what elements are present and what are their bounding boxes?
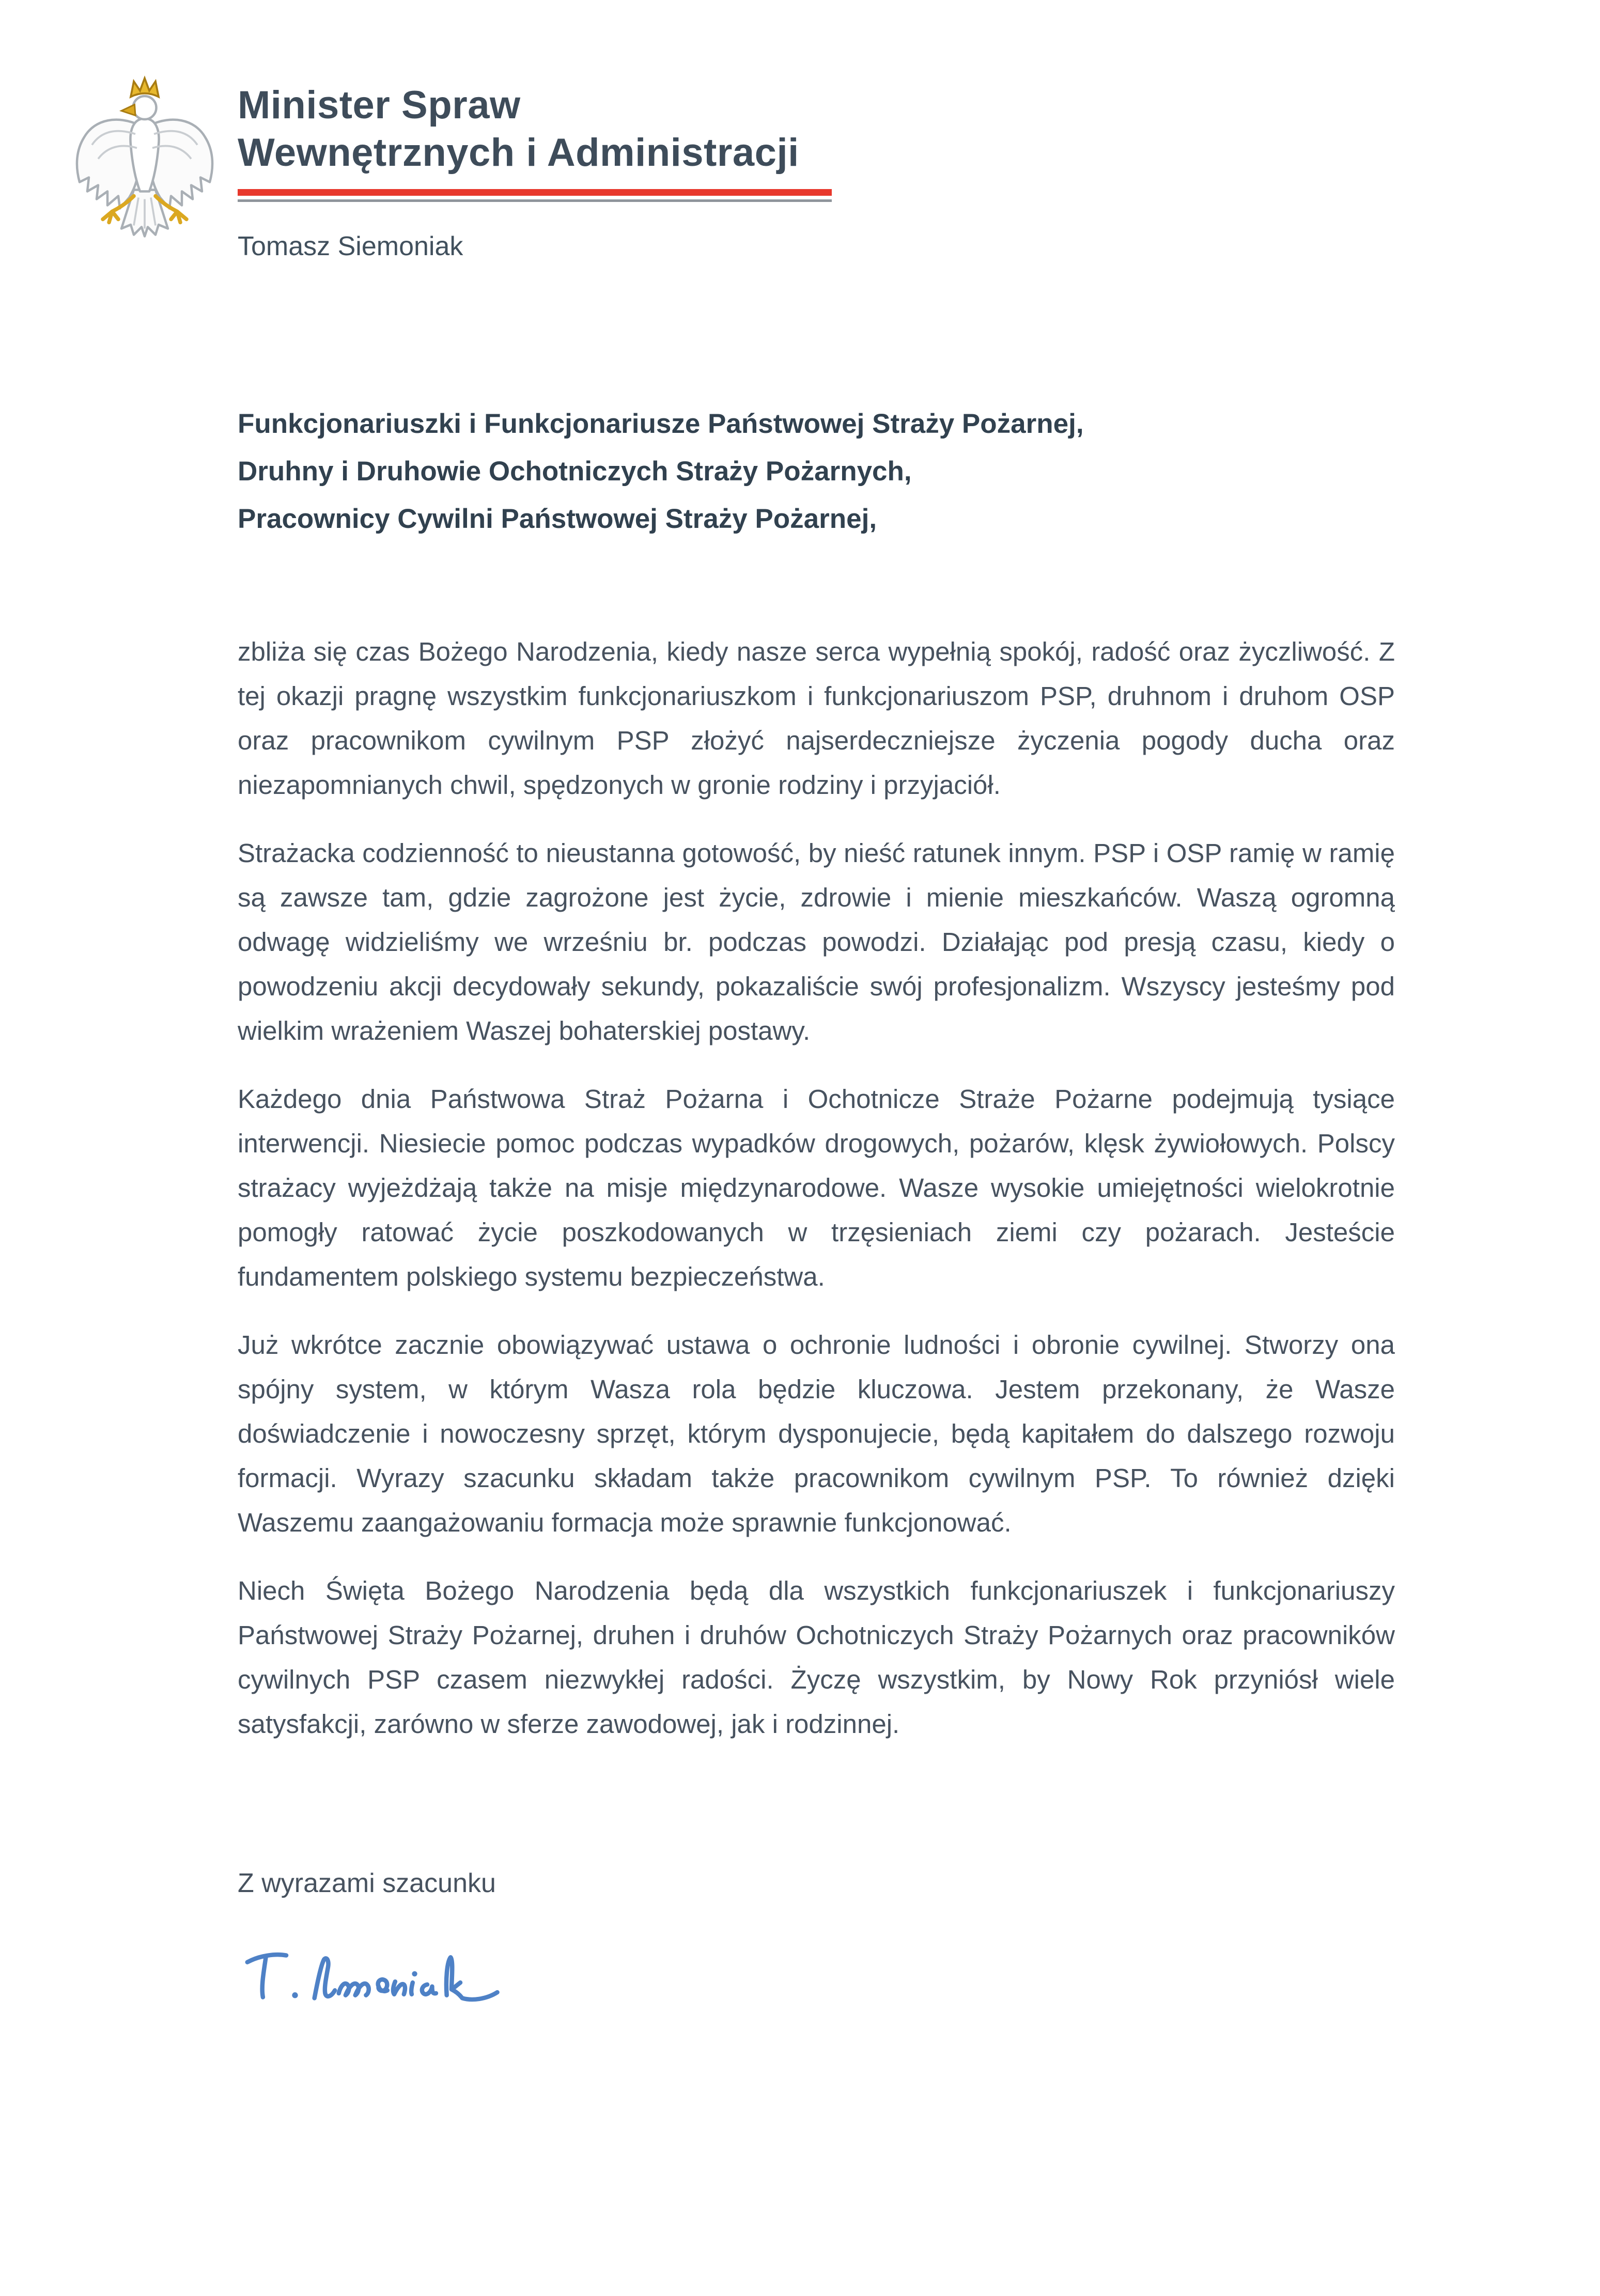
letter-paragraph: Każdego dnia Państwowa Straż Pożarna i Ochotnicze Straże Pożarne podejmują tysiące interwencji. Niesiecie pomoc podczas wypadków drogowych, pożarów, klęsk żywiołowych. Polscy strażacy wyjeżdżają także na misje międzynarodowe. Wasze wysokie umiejętności wielokrotnie pomogły ratować życie poszkodowanych w trzęsieniach ziemi czy pożarach. Jesteście fundamentem polskiego systemu bezpieczeństwa. [238,1084,1395,1291]
letter-paragraph: Strażacka codzienność to nieustanna gotowość, by nieść ratunek innym. PSP i OSP ramię w ramię są zawsze tam, gdzie zagrożone jest życie, zdrowie i mienie mieszkańców. Waszą ogromną odwagę widzieliśmy we wrześniu br. podczas powodzi. Działając pod presją czasu, kiedy o powodzeniu akcji decydowały sekundy, pokazaliście swój profesjonalizm. Wszyscy jesteśmy pod wielkim wrażeniem Waszej bohaterskiej postawy. [238,838,1395,1045]
minister-name: Tomasz Siemoniak [238,231,463,261]
letter-content [238,400,1395,2020]
paragraphs [238,630,1395,1746]
letterhead-rule [238,189,832,202]
signature-handwriting [232,1935,589,2018]
salutation-line: Druhny i Druhowie Ochotniczych Straży Pożarnych, [238,456,912,487]
salutation [238,400,1395,543]
letterhead [67,72,1395,262]
letter-paragraph: Już wkrótce zacznie obowiązywać ustawa o ochronie ludności i obronie cywilnej. Stworzy ona spójny system, w którym Wasza rola będzie kluczowa. Jestem przekonany, że Wasze doświadczenie i nowoczesny sprzęt, którym dysponujecie, będą kapitałem do dalszego rozwoju formacji. Wyrazy szacunku składam także pracownikom cywilnym PSP. To również dzięki Waszemu zaangażowaniu formacja może sprawnie funkcjonować. [238,1330,1395,1537]
ministry-title [238,82,832,177]
letter-paragraph: Niech Święta Bożego Narodzenia będą dla wszystkich funkcjonariuszek i funkcjonariuszy Państwowej Straży Pożarnej, druhen i druhów Ochotniczych Straży Pożarnych oraz pracowników cywilnych PSP czasem niezwykłej radości. Życzę wszystkim, by Nowy Rok przyniósł wiele satysfakcji, zarówno w sferze zawodowej, jak i rodzinnej. [238,1576,1395,1739]
salutation-line: Pracownicy Cywilni Państwowej Straży Pożarnej, [238,504,877,534]
letter-paragraph: zbliża się czas Bożego Narodzenia, kiedy nasze serca wypełnią spokój, radość oraz życzliwość. Z tej okazji pragnę wszystkim funkcjonariuszkom i funkcjonariuszom PSP, druhnom i druhom OSP oraz pracownikom cywilnym PSP złożyć najserdeczniejsze życzenia pogody ducha oraz niezapomnianych chwil, spędzonych w gronie rodziny i przyjaciół. [238,637,1395,800]
ministry-block [238,72,832,262]
closing-line: Z wyrazami szacunku [238,1868,496,1898]
ministry-title-line2: Wewnętrznych i Administracji [238,131,799,175]
letterhead-rule-red [238,189,832,196]
letterhead-rule-gray [238,199,832,202]
salutation-line: Funkcjonariuszki i Funkcjonariusze Państwowej Straży Pożarnej, [238,409,1084,439]
ministry-title-line1: Minister Spraw [238,83,521,127]
polish-eagle-coat-of-arms-icon [67,72,222,245]
